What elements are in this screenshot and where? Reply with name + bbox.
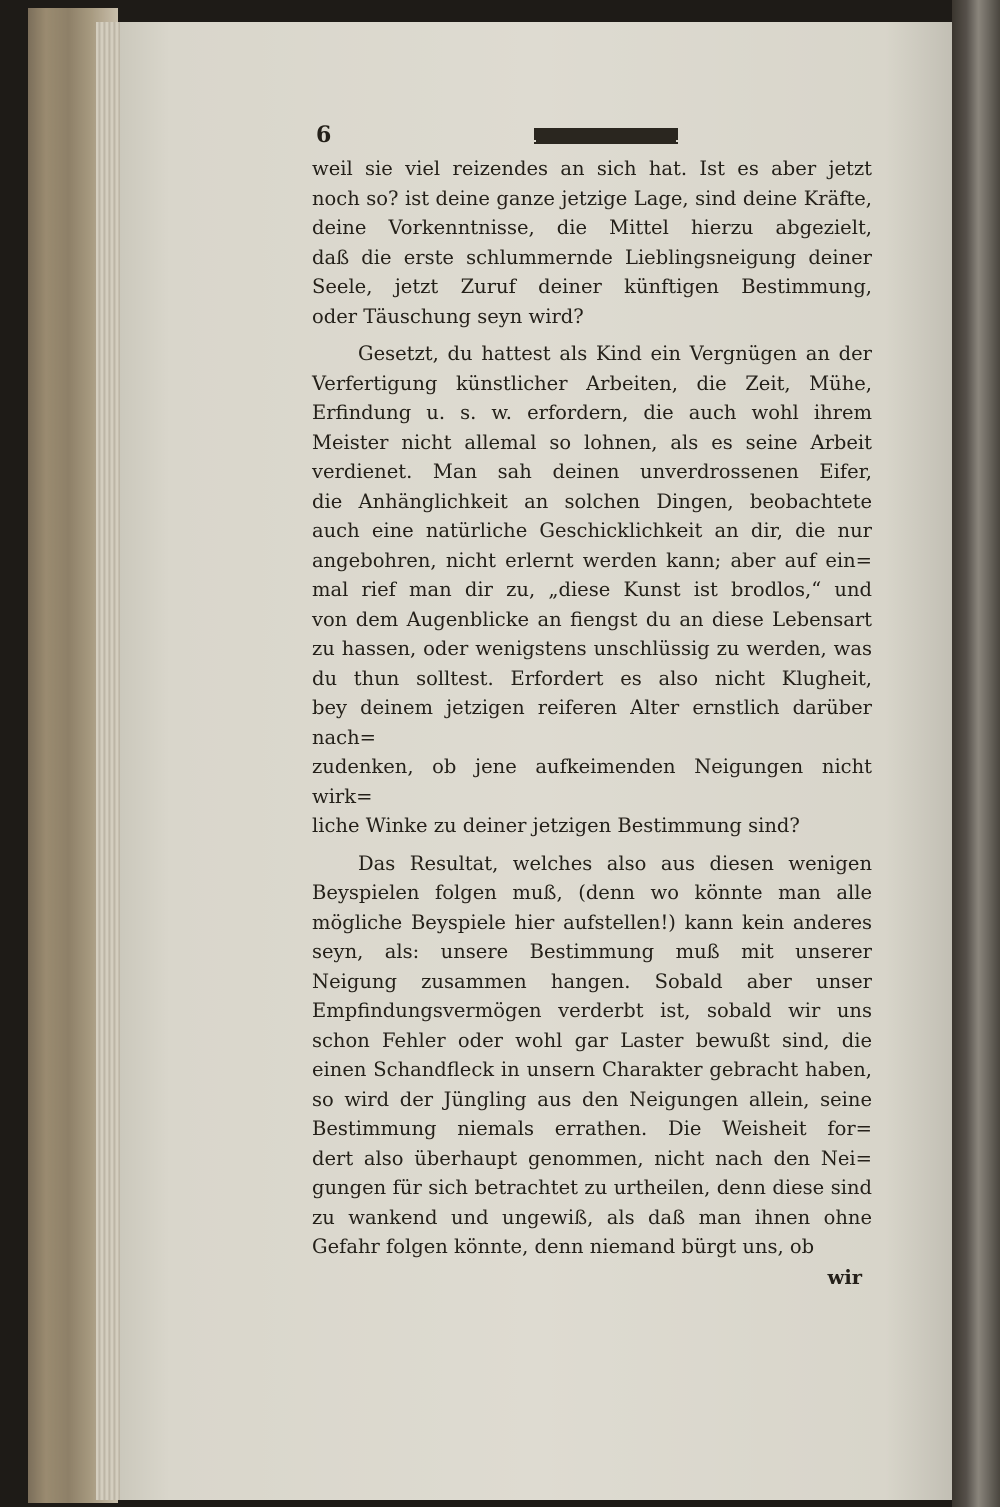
text-line: Bestimmung niemals errathen. Die Weisheit for= — [312, 1117, 872, 1140]
catchword: wir — [827, 1265, 862, 1289]
text-line: Neigung zusammen hangen. Sobald aber unser — [312, 969, 872, 993]
text-line: deine Vorkenntnisse, die Mittel hierzu abgezielt, — [312, 216, 872, 239]
facing-page-edge — [952, 0, 1000, 1507]
text-line: liche Winke zu deiner jetzigen Bestimmung sind? — [312, 814, 800, 837]
text-line: seyn, als: unsere Bestimmung muß mit unserer — [312, 940, 872, 963]
text-line: Seele, jetzt Zuruf deiner künftigen Bestimmung, — [312, 275, 872, 298]
text-line: Erfindung u. s. w. erfordern, die auch wohl ihrem — [312, 401, 872, 424]
page-text — [312, 118, 872, 1292]
paragraph — [312, 154, 872, 331]
text-line: oder Täuschung seyn wird? — [312, 304, 584, 328]
text-line: verdienet. Man sah deinen unverdrossenen Eifer, — [312, 460, 872, 483]
text-line: mögliche Beyspiele hier aufstellen!) kann kein anderes — [312, 910, 872, 934]
text-line: dert also überhaupt genommen, nicht nach den Nei= — [312, 1146, 872, 1170]
page-header — [312, 118, 872, 154]
text-line: mal rief man dir zu, „diese Kunst ist brodlos,“ und — [312, 578, 872, 601]
text-line: die Anhänglichkeit an solchen Dingen, beobachtete — [312, 489, 872, 513]
text-line: Gesetzt, du hattest als Kind ein Vergnügen an der — [358, 342, 872, 365]
paragraph — [312, 849, 872, 1262]
text-line: zu wankend und ungewiß, als daß man ihnen ohne — [312, 1205, 872, 1229]
text-line: gungen für sich betrachtet zu urtheilen, denn diese sind — [312, 1176, 872, 1199]
page-number: 6 — [316, 122, 332, 148]
text-line: auch eine natürliche Geschicklichkeit an dir, die nur — [312, 519, 872, 542]
text-line: schon Fehler oder wohl gar Laster bewußt sind, die — [312, 1028, 872, 1052]
text-line: Das Resultat, welches also aus diesen wenigen — [358, 851, 872, 875]
text-line: noch so? ist deine ganze jetzige Lage, sind deine Kräfte, — [312, 186, 872, 210]
text-line: weil sie viel reizendes an sich hat. Ist es aber jetzt — [312, 157, 872, 180]
text-line: Empfindungsvermögen verderbt ist, sobald wir uns — [312, 999, 872, 1022]
text-line: zu hassen, oder wenigstens unschlüssig zu werden, was — [312, 637, 872, 660]
text-line: Verfertigung künstlicher Arbeiten, die Zeit, Mühe, — [312, 371, 872, 395]
text-line: daß die erste schlummernde Lieblingsneigung deiner — [312, 245, 872, 269]
text-line: von dem Augenblicke an fiengst du an diese Lebensart — [312, 607, 872, 631]
text-line: Beyspielen folgen muß, (denn wo könnte man alle — [312, 881, 872, 904]
text-line: bey deinem jetzigen reiferen Alter ernstlich darüber nach= — [312, 696, 872, 749]
text-line: Gefahr folgen könnte, denn niemand bürgt uns, ob — [312, 1235, 815, 1258]
body-text — [312, 154, 872, 1262]
text-line: so wird der Jüngling aus den Neigungen allein, seine — [312, 1087, 872, 1111]
ornamental-rule — [534, 128, 678, 140]
text-line: Meister nicht allemal so lohnen, als es seine Arbeit — [312, 430, 872, 454]
text-line: du thun solltest. Erfordert es also nicht Klugheit, — [312, 666, 872, 690]
text-line: einen Schandfleck in unsern Charakter gebracht haben, — [312, 1058, 872, 1081]
paragraph — [312, 339, 872, 841]
text-line: angebohren, nicht erlernt werden kann; aber auf ein= — [312, 548, 872, 572]
text-line: zudenken, ob jene aufkeimenden Neigungen nicht wirk= — [312, 755, 872, 808]
